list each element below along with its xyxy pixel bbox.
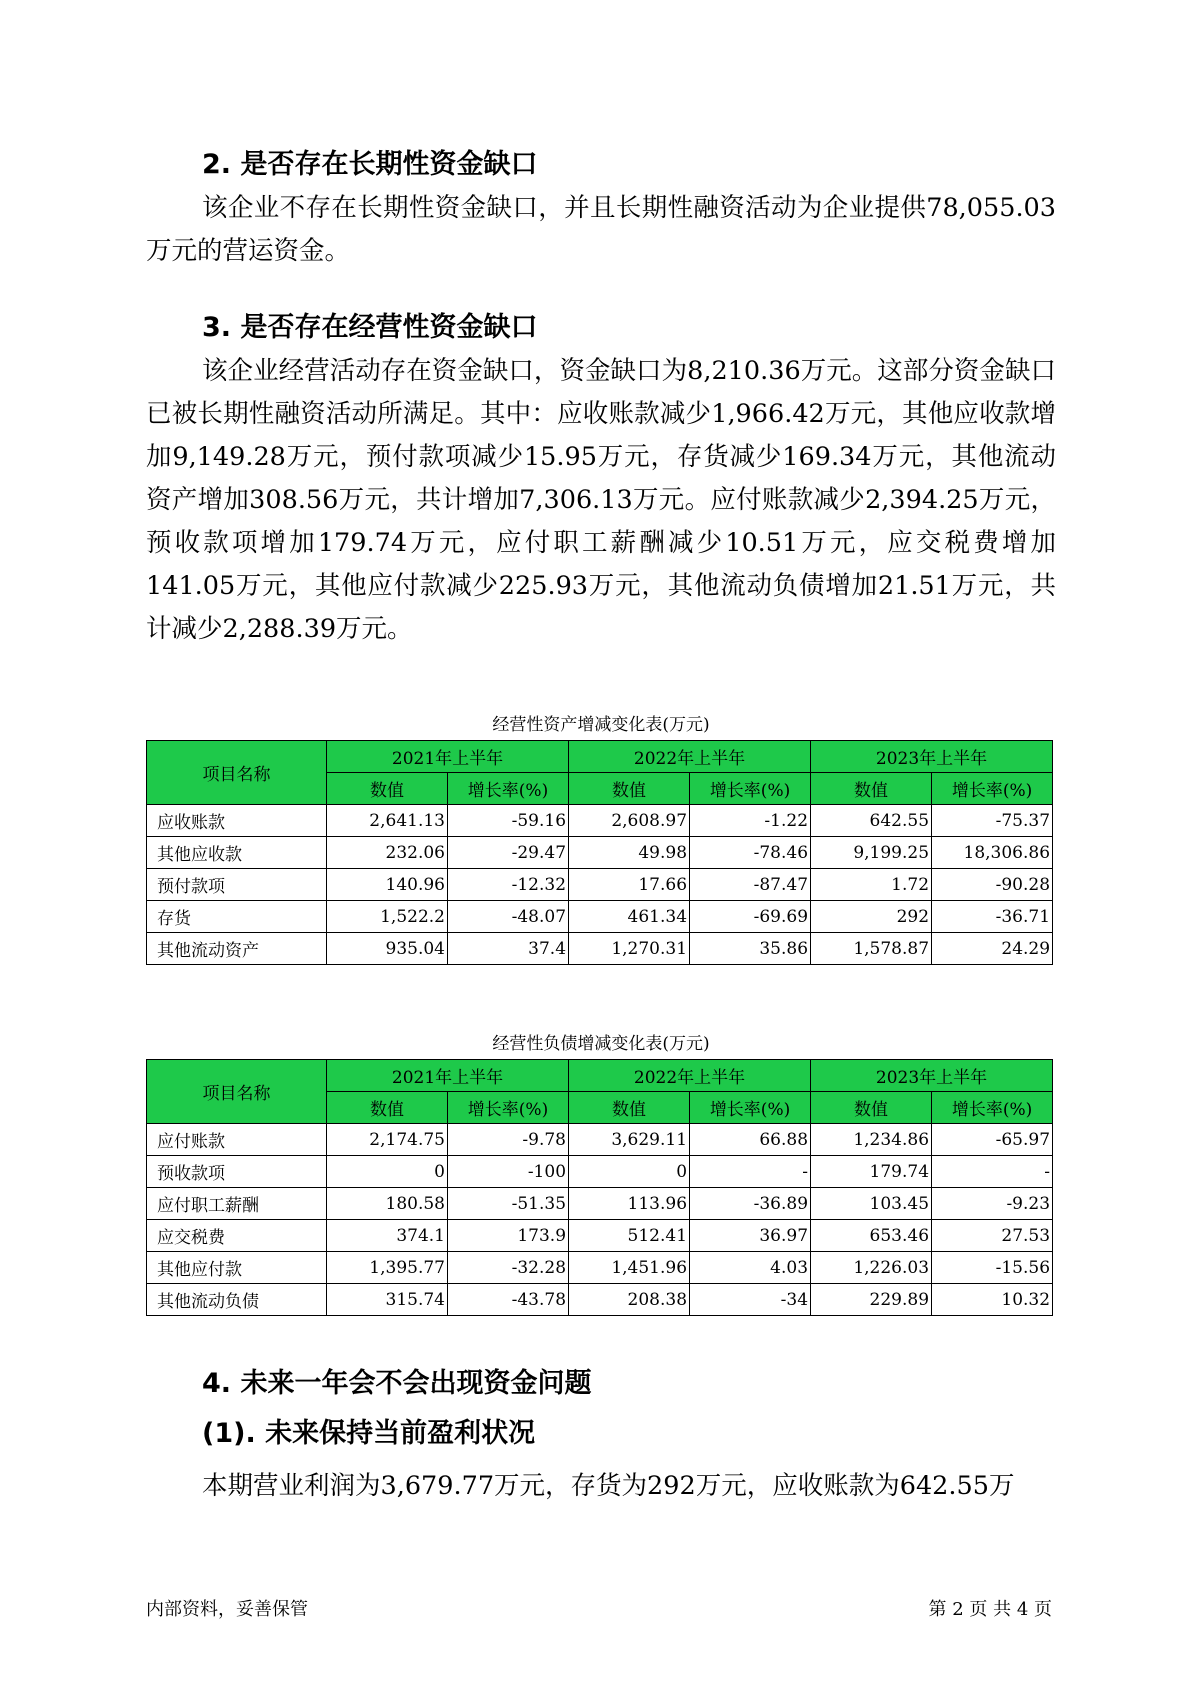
rate-cell: -34 [690, 1284, 811, 1316]
asset-table-caption: 经营性资产增减变化表(万元) [492, 715, 710, 735]
value-cell: 3,629.11 [569, 1124, 690, 1156]
liability-table-caption: 经营性负债增减变化表(万元) [492, 1034, 710, 1054]
row-label: 应收账款 [147, 805, 327, 837]
value-cell: 374.1 [327, 1220, 448, 1252]
section-2-heading: 2. 是否存在长期性资金缺口 [202, 149, 538, 180]
value-cell: 180.58 [327, 1188, 448, 1220]
row-label: 其他应付款 [147, 1252, 327, 1284]
rate-cell: -90.28 [932, 869, 1053, 901]
rate-cell: -78.46 [690, 837, 811, 869]
rate-cell: -9.23 [932, 1188, 1053, 1220]
period-header: 2023年上半年 [811, 741, 1053, 773]
table-row [147, 1284, 1053, 1316]
asset-table-body [147, 805, 1053, 965]
value-cell: 653.46 [811, 1220, 932, 1252]
row-label: 其他流动资产 [147, 933, 327, 965]
period-header: 2022年上半年 [569, 1060, 811, 1092]
rate-cell: - [690, 1156, 811, 1188]
value-header: 数值 [569, 773, 690, 805]
asset-table [146, 740, 1053, 965]
table-row [147, 1188, 1053, 1220]
table-row [147, 1124, 1053, 1156]
rate-cell: -100 [448, 1156, 569, 1188]
section-2-paragraph: 该企业不存在长期性资金缺口，并且长期性融资活动为企业提供78,055.03万元的营运资金。 [146, 193, 1056, 266]
rate-header: 增长率(%) [690, 773, 811, 805]
value-cell: 208.38 [569, 1284, 690, 1316]
liability-table-body [147, 1124, 1053, 1316]
value-cell: 17.66 [569, 869, 690, 901]
value-cell: 229.89 [811, 1284, 932, 1316]
footer-note: 内部资料，妥善保管 [146, 1599, 308, 1620]
section-4-subheading: (1). 未来保持当前盈利状况 [202, 1418, 536, 1449]
rate-cell: -87.47 [690, 869, 811, 901]
rate-cell: 35.86 [690, 933, 811, 965]
value-cell: 0 [327, 1156, 448, 1188]
row-label: 预收款项 [147, 1156, 327, 1188]
asset-table-header-row-1 [147, 741, 1053, 773]
rate-cell: -29.47 [448, 837, 569, 869]
value-cell: 935.04 [327, 933, 448, 965]
value-cell: 1,395.77 [327, 1252, 448, 1284]
rate-cell: 66.88 [690, 1124, 811, 1156]
value-cell: 2,174.75 [327, 1124, 448, 1156]
value-cell: 179.74 [811, 1156, 932, 1188]
row-label: 预付款项 [147, 869, 327, 901]
row-label: 应付职工薪酬 [147, 1188, 327, 1220]
period-header: 2021年上半年 [327, 741, 569, 773]
rate-cell: 4.03 [690, 1252, 811, 1284]
rate-cell: -12.32 [448, 869, 569, 901]
table-row [147, 869, 1053, 901]
value-cell: 1,451.96 [569, 1252, 690, 1284]
rate-cell: -32.28 [448, 1252, 569, 1284]
row-label: 其他应收款 [147, 837, 327, 869]
row-label: 应交税费 [147, 1220, 327, 1252]
rate-cell: - [932, 1156, 1053, 1188]
rate-cell: -75.37 [932, 805, 1053, 837]
value-cell: 292 [811, 901, 932, 933]
row-label: 其他流动负债 [147, 1284, 327, 1316]
section-3-heading: 3. 是否存在经营性资金缺口 [202, 312, 538, 343]
table-row [147, 1252, 1053, 1284]
rate-cell: -43.78 [448, 1284, 569, 1316]
row-label: 存货 [147, 901, 327, 933]
rate-cell: -36.71 [932, 901, 1053, 933]
value-cell: 1,578.87 [811, 933, 932, 965]
table-row [147, 1220, 1053, 1252]
page-number: 第 2 页 共 4 页 [928, 1599, 1052, 1620]
value-cell: 9,199.25 [811, 837, 932, 869]
rate-header: 增长率(%) [448, 773, 569, 805]
row-label: 应付账款 [147, 1124, 327, 1156]
value-header: 数值 [811, 773, 932, 805]
table-row [147, 837, 1053, 869]
liability-table [146, 1059, 1053, 1316]
rate-cell: 18,306.86 [932, 837, 1053, 869]
value-cell: 1,226.03 [811, 1252, 932, 1284]
value-header: 数值 [569, 1092, 690, 1124]
value-cell: 1.72 [811, 869, 932, 901]
section-4-heading: 4. 未来一年会不会出现资金问题 [202, 1368, 592, 1399]
value-header: 数值 [327, 1092, 448, 1124]
rate-header: 增长率(%) [932, 773, 1053, 805]
rate-cell: -69.69 [690, 901, 811, 933]
period-header: 2021年上半年 [327, 1060, 569, 1092]
value-cell: 103.45 [811, 1188, 932, 1220]
value-cell: 232.06 [327, 837, 448, 869]
rate-cell: 36.97 [690, 1220, 811, 1252]
rate-cell: 173.9 [448, 1220, 569, 1252]
value-cell: 1,270.31 [569, 933, 690, 965]
value-cell: 461.34 [569, 901, 690, 933]
rate-header: 增长率(%) [932, 1092, 1053, 1124]
value-header: 数值 [811, 1092, 932, 1124]
value-cell: 315.74 [327, 1284, 448, 1316]
rate-cell: -48.07 [448, 901, 569, 933]
value-header: 数值 [327, 773, 448, 805]
rate-cell: 10.32 [932, 1284, 1053, 1316]
rate-cell: -59.16 [448, 805, 569, 837]
value-cell: 512.41 [569, 1220, 690, 1252]
section-4-paragraph: 本期营业利润为3,679.77万元，存货为292万元，应收账款为642.55万 [202, 1471, 1015, 1501]
value-cell: 642.55 [811, 805, 932, 837]
value-cell: 49.98 [569, 837, 690, 869]
rate-cell: -65.97 [932, 1124, 1053, 1156]
rate-cell: 37.4 [448, 933, 569, 965]
value-cell: 2,641.13 [327, 805, 448, 837]
section-3-paragraph: 该企业经营活动存在资金缺口，资金缺口为8,210.36万元。这部分资金缺口已被长期性融资活动所满足。其中：应收账款减少1,966.42万元，其他应收款增加9,149.28万元，预付款项减少15.95万元，存货减少169.34万元，其他流动资产增加308.56万元，共计增加7,306.13万元。应付账款减少2,394.25万元，预收款项增加179.74万元，应付职工薪酬减少10.51万元，应交税费增加141.05万元，其他应付款减少225.93万元，其他流动负债增加21.51万元，共计减少2,288.39万元。 [146, 356, 1056, 644]
value-cell: 1,234.86 [811, 1124, 932, 1156]
item-name-header: 项目名称 [147, 1060, 327, 1124]
rate-cell: -1.22 [690, 805, 811, 837]
rate-header: 增长率(%) [690, 1092, 811, 1124]
rate-cell: -9.78 [448, 1124, 569, 1156]
item-name-header: 项目名称 [147, 741, 327, 805]
rate-cell: -51.35 [448, 1188, 569, 1220]
table-row [147, 805, 1053, 837]
rate-cell: 27.53 [932, 1220, 1053, 1252]
rate-cell: -15.56 [932, 1252, 1053, 1284]
period-header: 2022年上半年 [569, 741, 811, 773]
table-row [147, 1156, 1053, 1188]
value-cell: 1,522.2 [327, 901, 448, 933]
value-cell: 0 [569, 1156, 690, 1188]
value-cell: 2,608.97 [569, 805, 690, 837]
rate-header: 增长率(%) [448, 1092, 569, 1124]
value-cell: 140.96 [327, 869, 448, 901]
rate-cell: 24.29 [932, 933, 1053, 965]
table-row [147, 901, 1053, 933]
value-cell: 113.96 [569, 1188, 690, 1220]
rate-cell: -36.89 [690, 1188, 811, 1220]
liability-table-header-row-1 [147, 1060, 1053, 1092]
period-header: 2023年上半年 [811, 1060, 1053, 1092]
table-row [147, 933, 1053, 965]
